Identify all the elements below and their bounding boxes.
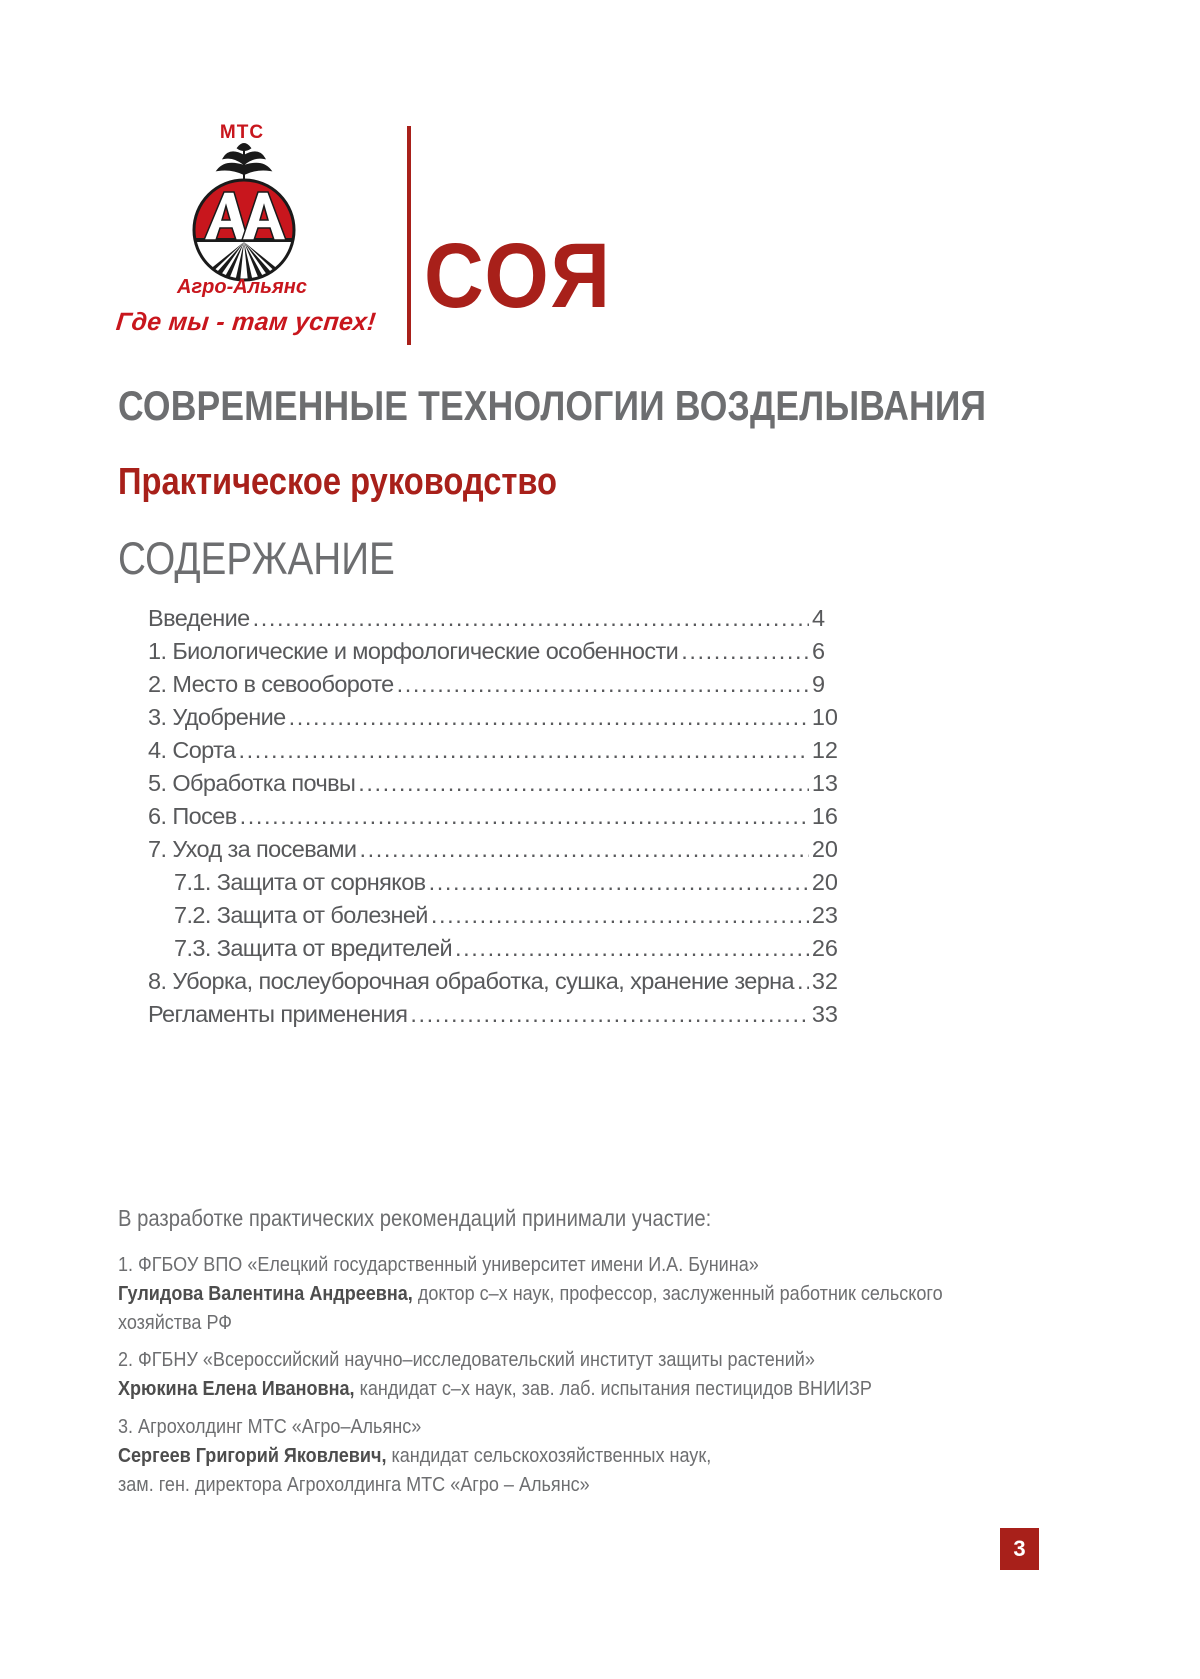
- contributor-role: доктор с–х наук, профессор, заслуженный работник сельского: [412, 1282, 943, 1305]
- toc-item[interactable]: [148, 671, 838, 704]
- toc-item-label: 7.1. Защита от сорняков: [174, 869, 426, 895]
- document-subtitle: Практическое руководство: [118, 461, 558, 503]
- toc-item[interactable]: [148, 836, 838, 869]
- contributor-role-cont: хозяйства РФ: [118, 1311, 233, 1334]
- toc-item-page: 20: [811, 869, 838, 895]
- toc-leader: [455, 935, 809, 962]
- toc-subitem[interactable]: [148, 935, 838, 968]
- contributor-entry-2: [118, 1345, 1118, 1403]
- contributor-role-cont: зам. ген. директора Агрохолдинга МТС «Агро – Альянс»: [118, 1473, 590, 1496]
- contributor-entry-3: [118, 1412, 1118, 1499]
- toc-leader: [358, 770, 809, 797]
- toc-item-page: 20: [811, 836, 838, 862]
- page-number-badge: 3: [1000, 1528, 1039, 1570]
- toc-item-page: 13: [811, 770, 838, 796]
- contributor-role: кандидат с–х наук, зав. лаб. испытания пестицидов ВНИИЗР: [354, 1377, 872, 1400]
- toc-leader: [410, 1001, 808, 1028]
- toc-item-label: 3. Удобрение: [148, 704, 286, 730]
- header-divider: [407, 126, 411, 345]
- toc-leader: [429, 869, 809, 896]
- toc-item[interactable]: [148, 737, 838, 770]
- toc-item[interactable]: [148, 1001, 838, 1034]
- toc-item-page: 12: [811, 737, 838, 763]
- toc-leader: [397, 671, 809, 698]
- toc-item-label: 6. Посев: [148, 803, 237, 829]
- toc-item-page: 9: [812, 671, 826, 697]
- toc-item-page: 6: [812, 638, 826, 664]
- contributors-intro: В разработке практических рекомендаций принимали участие:: [118, 1205, 712, 1231]
- toc-leader: [797, 968, 809, 995]
- toc-leader: [289, 704, 809, 731]
- toc-item-page: 10: [811, 704, 838, 730]
- contributor-person: Хрюкина Елена Ивановна,: [118, 1377, 355, 1400]
- toc-item-page: 33: [811, 1001, 838, 1027]
- toc-item[interactable]: [148, 605, 838, 638]
- toc-item-label: 1. Биологические и морфологические особенности: [148, 638, 679, 664]
- company-logo: [108, 118, 376, 348]
- toc-item-label: 2. Место в севообороте: [148, 671, 394, 697]
- toc-leader: [253, 605, 809, 632]
- toc-item-page: 23: [811, 902, 838, 928]
- toc-item[interactable]: [148, 638, 838, 671]
- crop-title: СОЯ: [424, 225, 613, 327]
- toc-leader: [359, 836, 808, 863]
- toc-heading: СОДЕРЖАНИЕ: [118, 533, 395, 584]
- toc-item-label: Регламенты применения: [148, 1001, 408, 1027]
- table-of-contents: [148, 605, 838, 1034]
- toc-leader: [239, 737, 809, 764]
- toc-item-page: 32: [811, 968, 838, 994]
- logo-brand-name: Агро-Альянс: [177, 276, 307, 298]
- toc-item-page: 26: [811, 935, 838, 961]
- contributor-org: 2. ФГБНУ «Всероссийский научно–исследовательский институт защиты растений»: [118, 1348, 815, 1371]
- toc-item-label: 4. Сорта: [148, 737, 236, 763]
- toc-item-page: 4: [812, 605, 826, 631]
- contributor-org: 1. ФГБОУ ВПО «Елецкий государственный университет имени И.А. Бунина»: [118, 1253, 759, 1276]
- toc-item-label: Введение: [148, 605, 250, 631]
- contributor-org: 3. Агрохолдинг МТС «Агро–Альянс»: [118, 1415, 422, 1438]
- toc-item[interactable]: [148, 968, 838, 1001]
- contributor-role: кандидат сельскохозяйственных наук,: [386, 1444, 712, 1467]
- toc-leader: [431, 902, 809, 929]
- toc-item-page: 16: [811, 803, 838, 829]
- document-title: СОВРЕМЕННЫЕ ТЕХНОЛОГИИ ВОЗДЕЛЫВАНИЯ: [118, 382, 987, 429]
- toc-item-label: 5. Обработка почвы: [148, 770, 356, 796]
- toc-subitem[interactable]: [148, 902, 838, 935]
- toc-leader: [681, 638, 809, 665]
- toc-leader: [240, 803, 809, 830]
- toc-item[interactable]: [148, 803, 838, 836]
- toc-item[interactable]: [148, 704, 838, 737]
- toc-item-label: 7.3. Защита от вредителей: [174, 935, 453, 961]
- toc-item-label: 7.2. Защита от болезней: [174, 902, 428, 928]
- logo-company-name: МТС: [219, 122, 265, 143]
- toc-item[interactable]: [148, 770, 838, 803]
- logo-slogan: Где мы - там успех!: [114, 308, 378, 336]
- toc-item-label: 7. Уход за посевами: [148, 836, 357, 862]
- contributor-person: Гулидова Валентина Андреевна,: [118, 1282, 413, 1305]
- toc-subitem[interactable]: [148, 869, 838, 902]
- contributor-person: Сергеев Григорий Яковлевич,: [118, 1444, 387, 1467]
- contributor-entry-1: [118, 1250, 1118, 1337]
- toc-item-label: 8. Уборка, послеуборочная обработка, сушка, хранение зерна: [148, 968, 795, 994]
